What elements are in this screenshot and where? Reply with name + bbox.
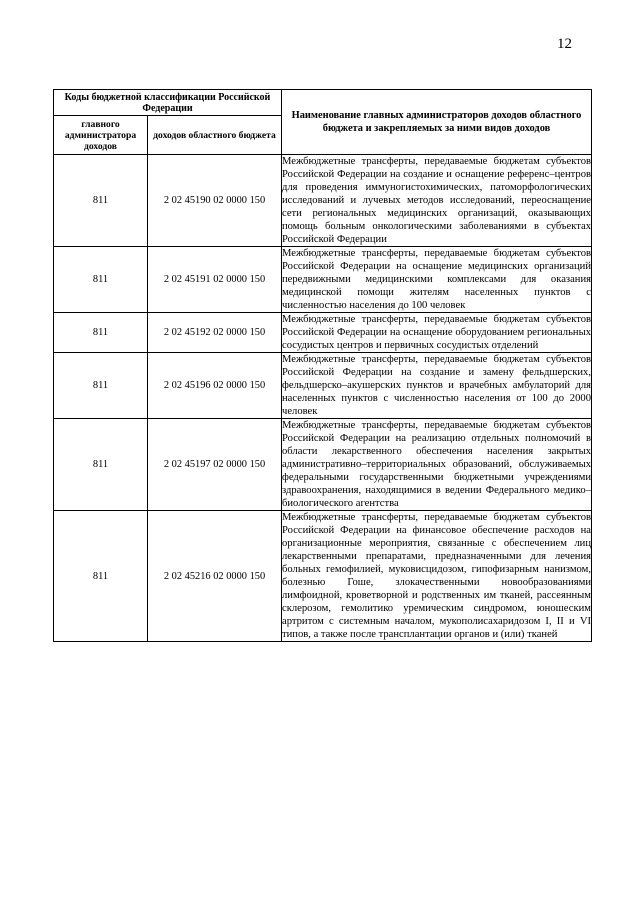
name-column-header: Наименование главных администраторов доходов областного бюджета и закрепляемых за ними видов доходов (282, 90, 592, 155)
description-cell: Межбюджетные трансферты, передаваемые бюджетам субъектов Российской Федерации на финансовое обеспечение расходов на организационные мероприятия, связанные с обеспечением лиц лекарственными препаратами, предназначенными для лечения больных гемофилией, муковисцидозом, гипофизарным нанизмом, болезнью Гоше, злокачественными новообразованиями лимфоидной, кроветворной и родственных им тканей, рассеянным склерозом, гемолитико уремическим синдромом, юношеским артритом с системным началом, мукополисахаридозом I, II и VI типов, а также после трансплантации органов и (или) тканей (282, 512, 591, 640)
codes-group-header: Коды бюджетной классификации Российской Федерации (54, 90, 282, 116)
table-row (54, 247, 592, 313)
description-cell: Межбюджетные трансферты, передаваемые бюджетам субъектов Российской Федерации на оснащение оборудованием региональных сосудистых центров и первичных сосудистых отделений (282, 314, 591, 351)
admin-code-header: главного администратора доходов (54, 116, 148, 155)
revenue-code-cell: 2 02 45191 02 0000 150 (148, 247, 282, 313)
revenue-code-header: доходов областного бюджета (148, 116, 282, 155)
admin-code-cell: 811 (54, 353, 148, 419)
table-row (54, 353, 592, 419)
admin-code-cell: 811 (54, 511, 148, 642)
table-row (54, 155, 592, 247)
admin-code-cell: 811 (54, 313, 148, 353)
table-row (54, 511, 592, 642)
description-cell: Межбюджетные трансферты, передаваемые бюджетам субъектов Российской Федерации на создание и оснащение референс–центров для проведения иммуногистохимических, патоморфологических исследований и лучевых методов исследований, переоснащение сети региональных медицинских организаций, оказывающих помощь больным онкологическими заболеваниями в субъектах Российской Федерации (282, 156, 591, 245)
admin-code-cell: 811 (54, 247, 148, 313)
admin-code-cell: 811 (54, 155, 148, 247)
revenue-code-cell: 2 02 45196 02 0000 150 (148, 353, 282, 419)
description-cell: Межбюджетные трансферты, передаваемые бюджетам субъектов Российской Федерации на оснащение медицинских организаций передвижными медицинскими комплексами для оказания медицинской помощи жителям населенных пунктов с численностью населения до 100 человек (282, 248, 591, 311)
description-cell: Межбюджетные трансферты, передаваемые бюджетам субъектов Российской Федерации на создание и замену фельдшерских, фельдшерско–акушерских пунктов и врачебных амбулаторий для населенных пунктов с численностью населения от 100 до 2000 человек (282, 354, 591, 417)
table-row (54, 419, 592, 511)
page-number: 12 (557, 36, 572, 52)
revenue-code-cell: 2 02 45190 02 0000 150 (148, 155, 282, 247)
revenue-code-cell: 2 02 45197 02 0000 150 (148, 419, 282, 511)
revenue-code-cell: 2 02 45216 02 0000 150 (148, 511, 282, 642)
table-row (54, 313, 592, 353)
budget-classification-table (53, 89, 592, 642)
description-cell: Межбюджетные трансферты, передаваемые бюджетам субъектов Российской Федерации на реализацию отдельных полномочий в области лекарственного обеспечения населения закрытых административно–территориальных образований, обслуживаемых федеральными государственными бюджетными учреждениями здравоохранения, находящимися в ведении Федерального медико–биологического агентства (282, 420, 591, 509)
revenue-code-cell: 2 02 45192 02 0000 150 (148, 313, 282, 353)
admin-code-cell: 811 (54, 419, 148, 511)
